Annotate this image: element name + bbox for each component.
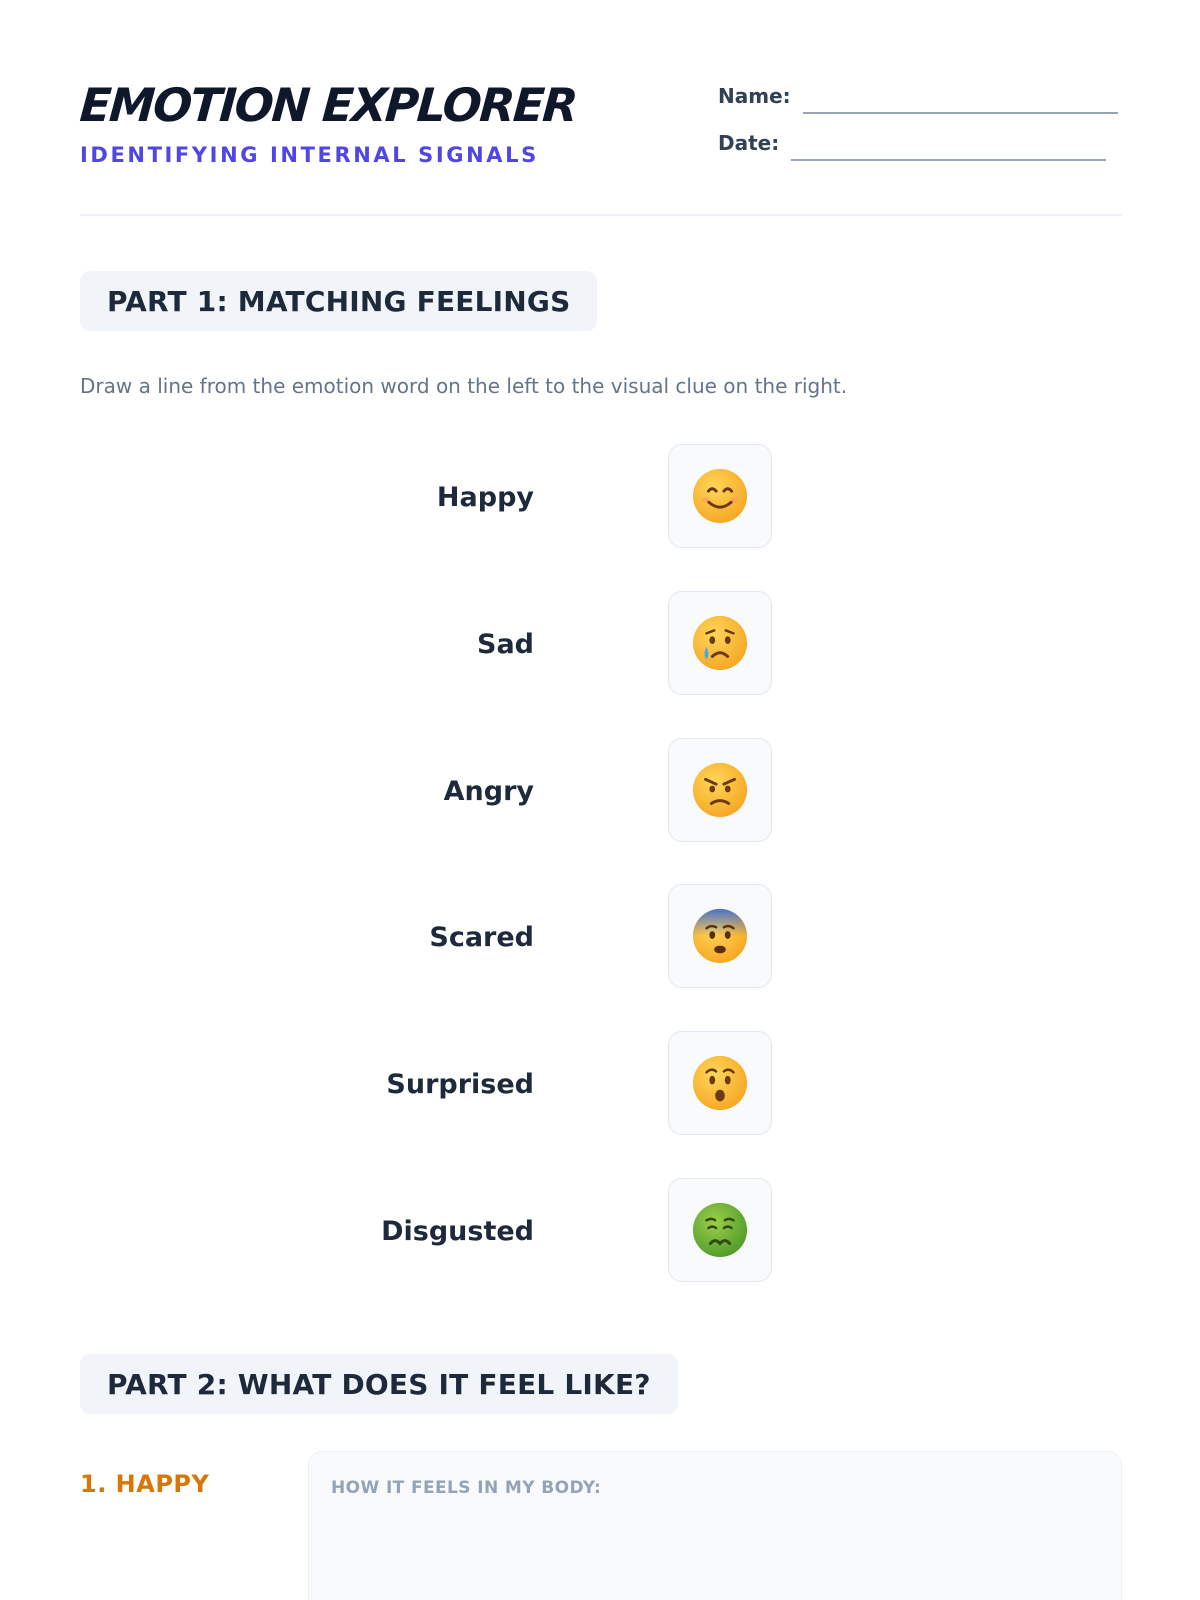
emoji-card bbox=[668, 738, 772, 842]
nauseated-face-icon bbox=[691, 1201, 749, 1259]
match-row bbox=[0, 1031, 1200, 1137]
smiling-face-icon bbox=[691, 467, 749, 525]
crying-face-icon bbox=[691, 614, 749, 672]
emotion-word: Scared bbox=[429, 921, 534, 953]
emoji-card bbox=[668, 884, 772, 988]
part1-heading: PART 1: MATCHING FEELINGS bbox=[80, 271, 597, 331]
emotion-word: Disgusted bbox=[381, 1215, 534, 1247]
emoji-card bbox=[668, 591, 772, 695]
fearful-face-icon bbox=[691, 907, 749, 965]
name-field-row bbox=[718, 80, 1118, 114]
date-field-row bbox=[718, 127, 1118, 161]
body-feeling-answer-box[interactable] bbox=[308, 1451, 1122, 1600]
feeling-label: 1. HAPPY bbox=[80, 1470, 210, 1498]
emoji-card bbox=[668, 1178, 772, 1282]
angry-face-icon bbox=[691, 761, 749, 819]
hushed-face-icon bbox=[691, 1054, 749, 1112]
match-row bbox=[0, 738, 1200, 844]
match-row bbox=[0, 884, 1200, 990]
part1-instructions: Draw a line from the emotion word on the left to the visual clue on the right. bbox=[80, 374, 848, 398]
date-field[interactable] bbox=[791, 129, 1106, 161]
name-label: Name: bbox=[718, 84, 791, 108]
emotion-word: Surprised bbox=[386, 1068, 534, 1100]
emotion-word: Angry bbox=[443, 775, 534, 807]
match-row bbox=[0, 444, 1200, 550]
date-label: Date: bbox=[718, 131, 780, 155]
emoji-card bbox=[668, 1031, 772, 1135]
name-field[interactable] bbox=[803, 82, 1118, 114]
student-info-fields bbox=[718, 80, 1118, 174]
emotion-word: Sad bbox=[477, 628, 534, 660]
page-title: EMOTION EXPLORER bbox=[78, 78, 578, 132]
part2-heading: PART 2: WHAT DOES IT FEEL LIKE? bbox=[80, 1354, 678, 1414]
match-row bbox=[0, 1178, 1200, 1284]
header-divider bbox=[80, 214, 1122, 216]
emotion-word: Happy bbox=[436, 481, 534, 513]
page-subtitle: IDENTIFYING INTERNAL SIGNALS bbox=[80, 143, 539, 167]
answer-box-label: HOW IT FEELS IN MY BODY: bbox=[331, 1478, 602, 1498]
emoji-card bbox=[668, 444, 772, 548]
match-row bbox=[0, 591, 1200, 697]
